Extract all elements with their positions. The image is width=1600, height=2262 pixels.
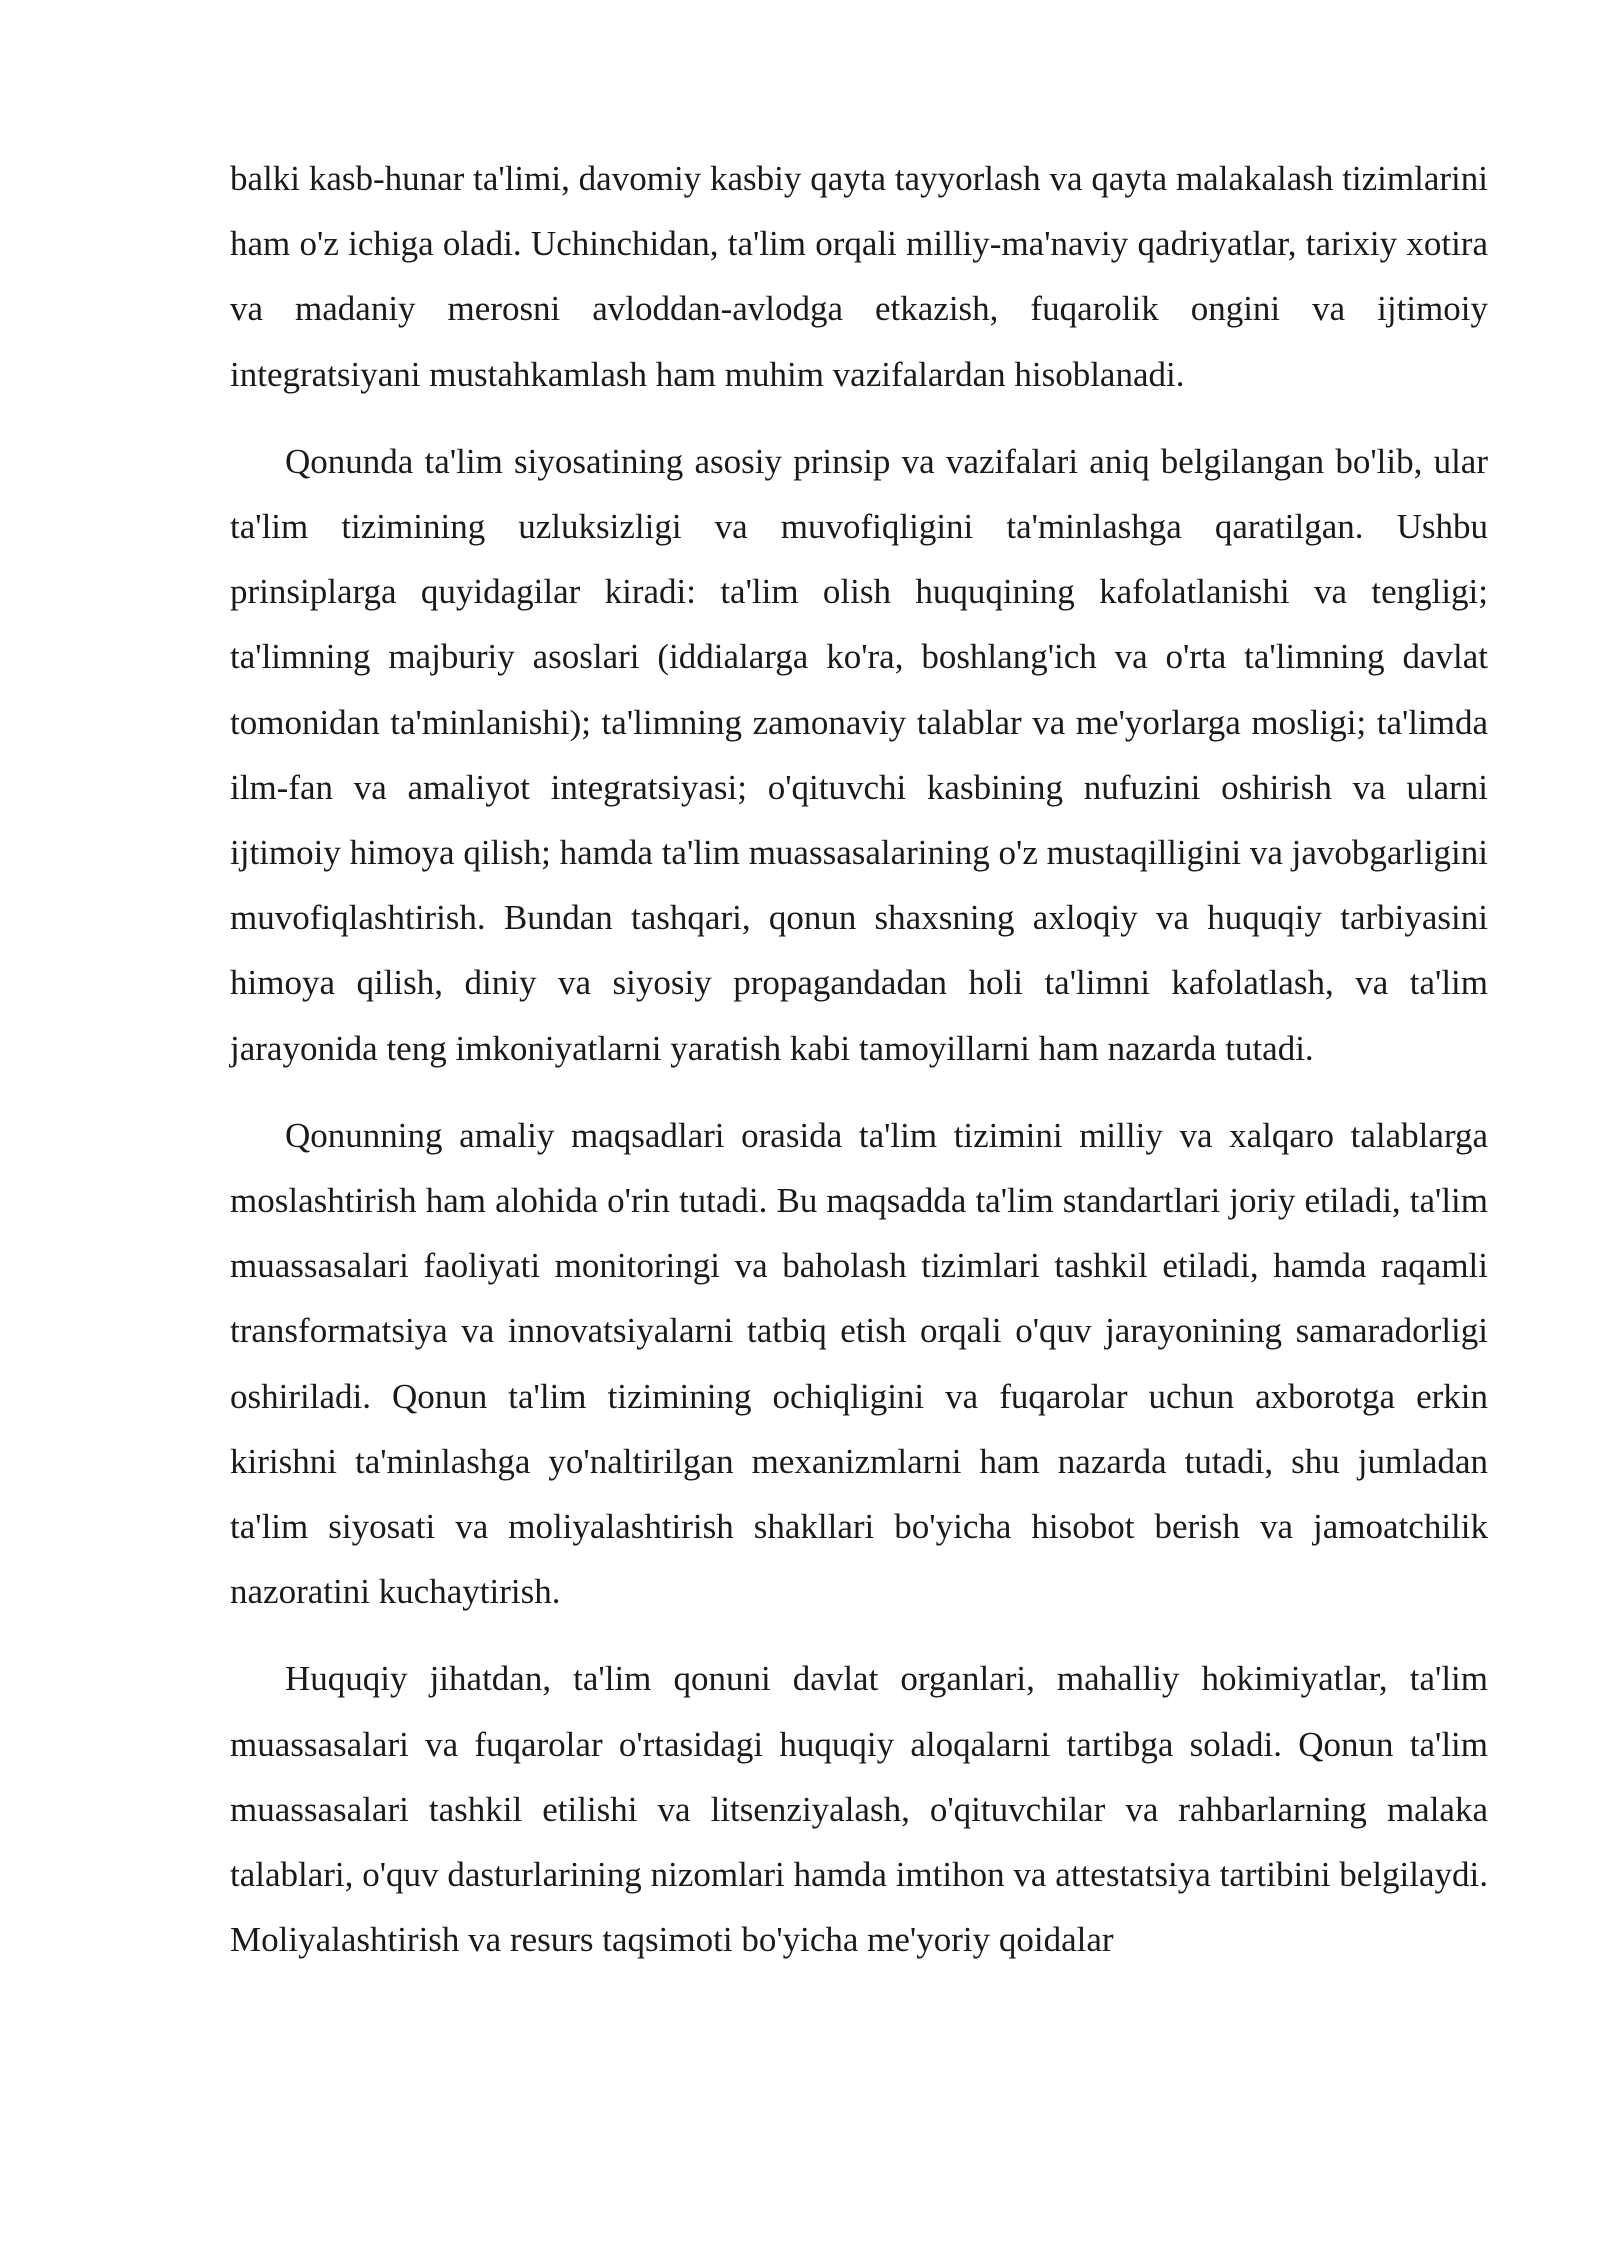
document-body (230, 146, 1488, 1994)
paragraph-practical-goals: Qonunning amaliy maqsadlari orasida ta'lim tizimini milliy va xalqaro talablarga moslashtirish ham alohida o'rin tutadi. Bu maqsadda ta'lim standartlari joriy etiladi, ta'lim muassasalari faoliyati monitoringi va baholash tizimlari tashkil etiladi, hamda raqamli transformatsiya va innovatsiyalarni tatbiq etish orqali o'quv jarayonining samaradorligi oshiriladi. Qonun ta'lim tizimining ochiqligini va fuqarolar uchun axborotga erkin kirishni ta'minlashga yo'naltirilgan mexanizmlarni ham nazarda tutadi, shu jumladan ta'lim siyosati va moliyalashtirish shakllari bo'yicha hisobot berish va jamoatchilik nazoratini kuchaytirish. (230, 1115, 1488, 1612)
paragraph-continued: balki kasb-hunar ta'limi, davomiy kasbiy qayta tayyorlash va qayta malakalash tizimlarini ham o'z ichiga oladi. Uchinchidan, ta'lim orqali milliy-ma'naviy qadriyatlar, tarixiy xotira va madaniy merosni avloddan-avlodga etkazish, fuqarolik ongini va ijtimoiy integratsiyani mustahkamlash ham muhim vazifalardan hisoblanadi. (230, 159, 1488, 394)
paragraph-principles: Qonunda ta'lim siyosatining asosiy prinsip va vazifalari aniq belgilangan bo'lib, ular ta'lim tizimining uzluksizligi va muvofiqligini ta'minlashga qaratilgan. Ushbu prinsiplarga quyidagilar kiradi: ta'lim olish huquqining kafolatlanishi va tengligi; ta'limning majburiy asoslari (iddialarga ko'ra, boshlang'ich va o'rta ta'limning davlat tomonidan ta'minlanishi); ta'limning zamonaviy talablar va me'yorlarga mosligi; ta'limda ilm-fan va amaliyot integratsiyasi; o'qituvchi kasbining nufuzini oshirish va ularni ijtimoiy himoya qilish; hamda ta'lim muassasalarining o'z mustaqilligini va javobgarligini muvofiqlashtirish. Bundan tashqari, qonun shaxsning axloqiy va huquqiy tarbiyasini himoya qilish, diniy va siyosiy propagandadan holi ta'limni kafolatlash, va ta'lim jarayonida teng imkoniyatlarni yaratish kabi tamoyillarni ham nazarda tutadi. (230, 441, 1488, 1068)
paragraph-legal-aspects: Huquqiy jihatdan, ta'lim qonuni davlat organlari, mahalliy hokimiyatlar, ta'lim muassasalari va fuqarolar o'rtasidagi huquqiy aloqalarni tartibga soladi. Qonun ta'lim muassasalari tashkil etilishi va litsenziyalash, o'qituvchilar va rahbarlarning malaka talablari, o'quv dasturlarining nizomlari hamda imtihon va attestatsiya tartibini belgilaydi. Moliyalashtirish va resurs taqsimoti bo'yicha me'yoriy qoidalar (230, 1659, 1488, 1960)
